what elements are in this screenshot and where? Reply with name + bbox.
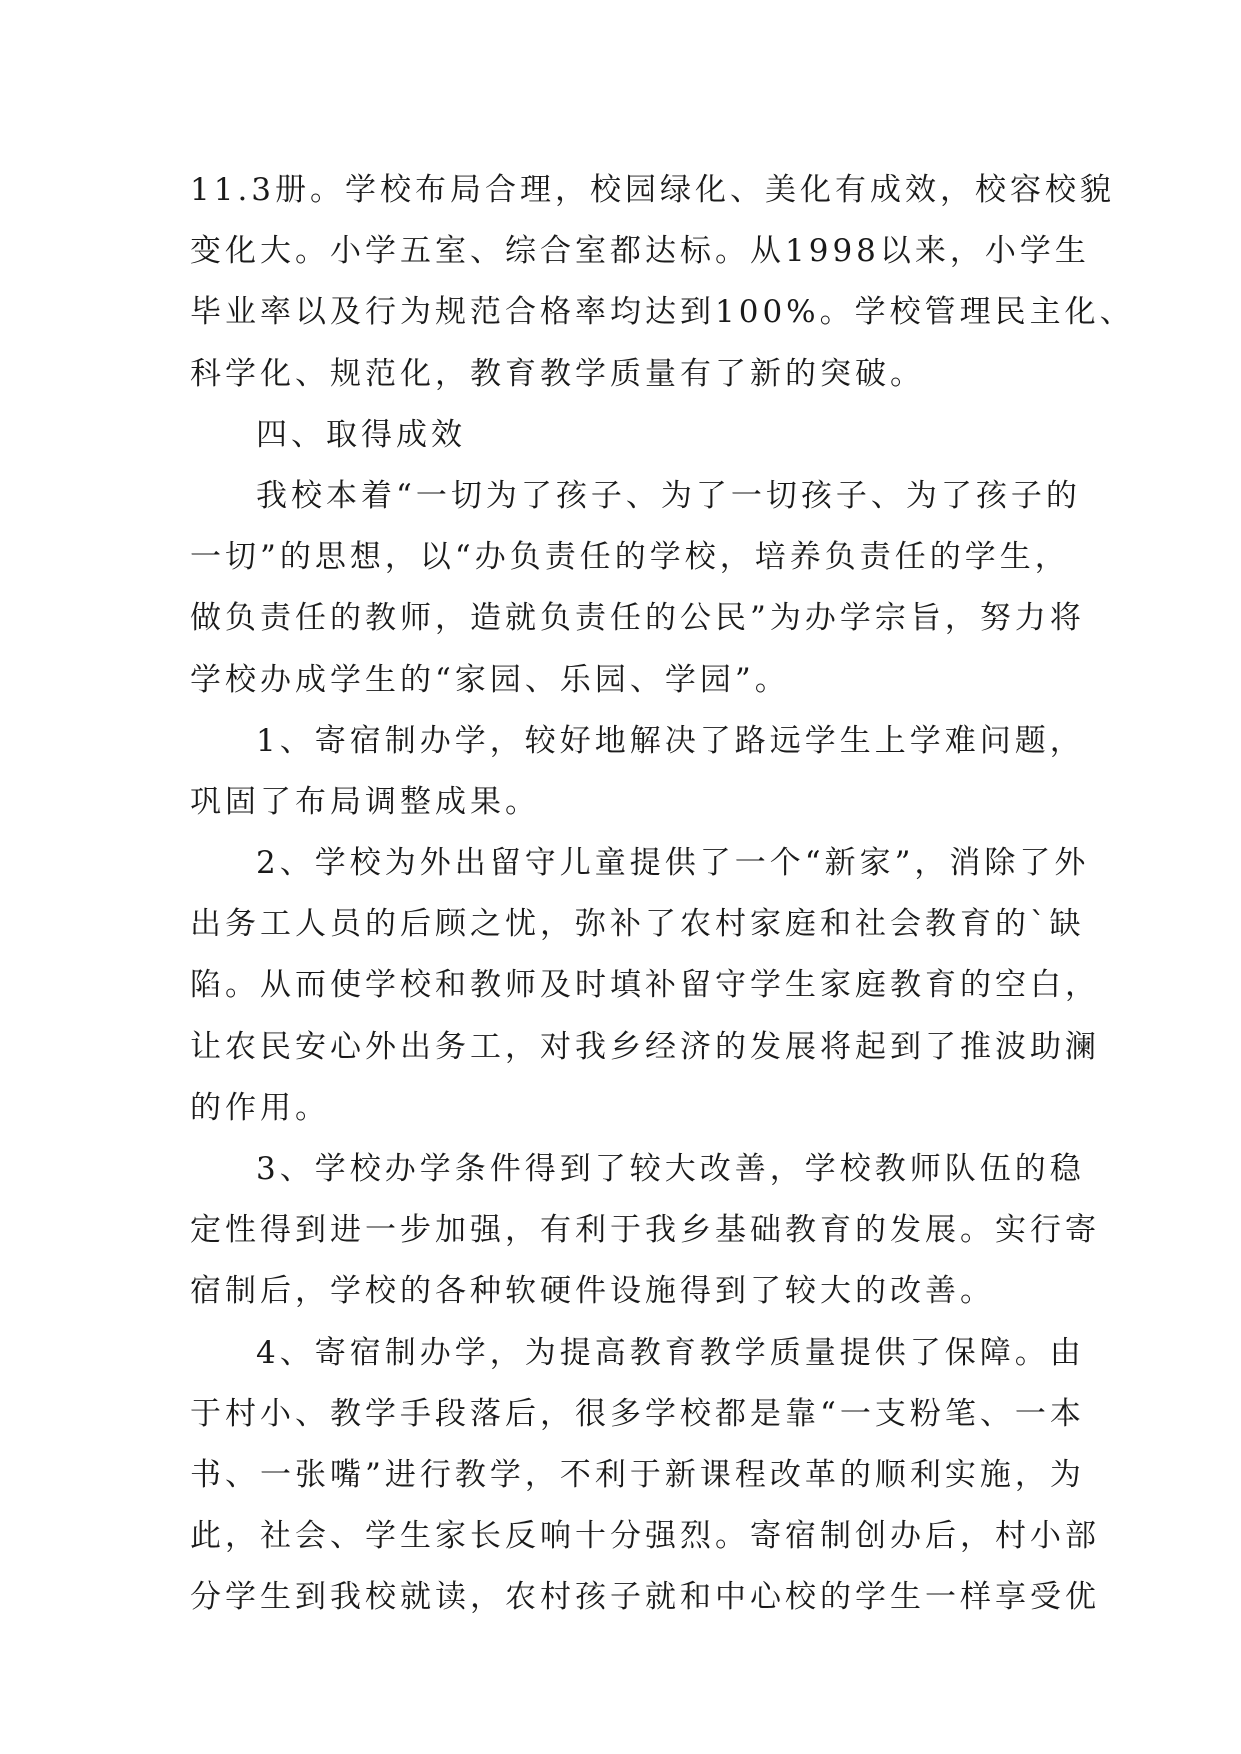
- text-line: 11.3册。学校布局合理，校园绿化、美化有成效，校容校貌: [190, 172, 1116, 208]
- document-body: [190, 160, 1135, 1629]
- list-item-1: 1、寄宿制办学，较好地解决了路远学生上学难问题，: [256, 722, 1085, 759]
- text-line: 做负责任的教师，造就负责任的公民”为办学宗旨，努力将: [190, 600, 1085, 637]
- list-item-3: 3、学校办学条件得到了较大改善，学校教师队伍的稳: [256, 1151, 1085, 1187]
- text-line: 书、一张嘴”进行教学，不利于新课程改革的顺利实施，为: [190, 1456, 1085, 1493]
- text-line: 巩固了布局调整成果。: [190, 783, 540, 820]
- text-line: 毕业率以及行为规范合格率均达到100%。学校管理民主化、: [190, 294, 1135, 331]
- list-item-4: 4、寄宿制办学，为提高教育教学质量提供了保障。由: [256, 1334, 1085, 1371]
- text-line: 变化大。小学五室、综合室都达标。从1998以来，小学生: [190, 233, 1090, 270]
- text-line: 定性得到进一步加强，有利于我乡基础教育的发展。实行寄: [190, 1212, 1100, 1249]
- text-line: 学校办成学生的“家园、乐园、学园”。: [190, 661, 790, 698]
- text-line: 科学化、规范化，教育教学质量有了新的突破。: [190, 355, 925, 392]
- text-line: 宿制后，学校的各种软硬件设施得到了较大的改善。: [190, 1273, 995, 1310]
- text-line: 分学生到我校就读，农村孩子就和中心校的学生一样享受优: [190, 1579, 1100, 1616]
- text-line: 陷。从而使学校和教师及时填补留守学生家庭教育的空白，: [190, 967, 1100, 1004]
- section-heading: 四、取得成效: [256, 416, 466, 453]
- list-item-2: 2、学校为外出留守儿童提供了一个“新家”，消除了外: [256, 845, 1090, 882]
- text-line: 出务工人员的后顾之忧，弥补了农村家庭和社会教育的`缺: [190, 906, 1085, 943]
- text-line: 让农民安心外出务工，对我乡经济的发展将起到了推波助澜: [190, 1028, 1100, 1065]
- text-line: 此，社会、学生家长反响十分强烈。寄宿制创办后，村小部: [190, 1518, 1100, 1555]
- text-line: 一切”的思想，以“办负责任的学校，培养负责任的学生，: [190, 539, 1070, 576]
- text-line: 于村小、教学手段落后，很多学校都是靠“一支粉笔、一本: [190, 1395, 1085, 1432]
- text-line: 我校本着“一切为了孩子、为了一切孩子、为了孩子的: [256, 477, 1081, 514]
- text-line: 的作用。: [190, 1089, 330, 1126]
